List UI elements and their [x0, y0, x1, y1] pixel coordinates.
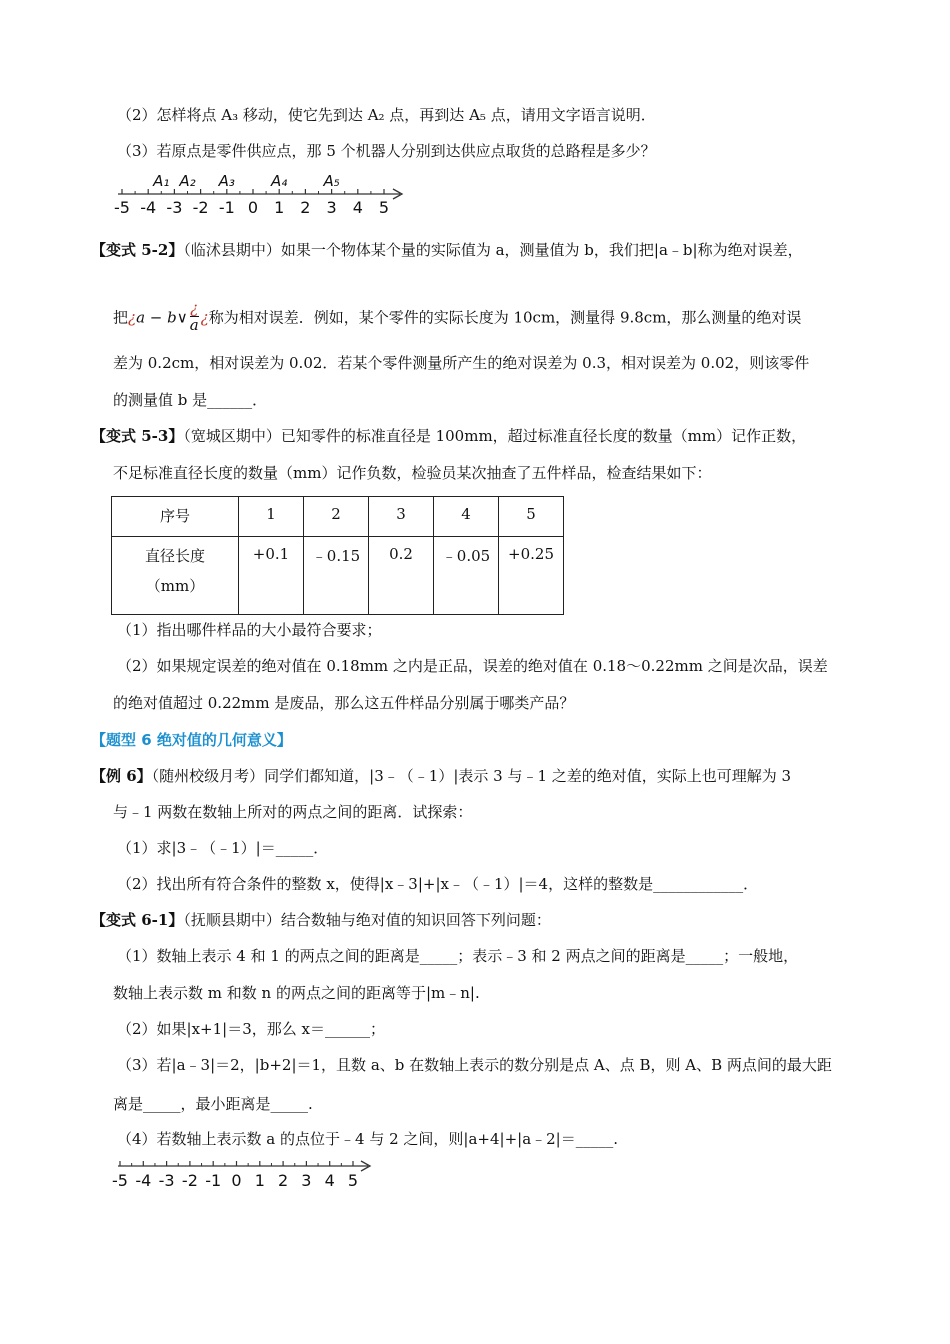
axis-point-label: A₃ [218, 172, 235, 190]
garbled-symbol: ¿ [200, 308, 209, 327]
table-row [112, 537, 564, 615]
fraction-denominator: a [189, 316, 199, 334]
fraction-numerator: ¿ [190, 299, 199, 317]
variant-6-1-q4: （4）若数轴上表示数 a 的点位于﹣4 与 2 之间，则|a+4|+|a﹣2|＝_____. [117, 1130, 619, 1148]
table-cell: 3 [369, 497, 434, 537]
text-part: 把 [113, 308, 129, 327]
axis-tick-label: 1 [254, 1171, 265, 1190]
table-cell: +0.1 [239, 537, 304, 615]
example-tag: 【例 6】 [91, 767, 152, 785]
table-cell: 5 [499, 497, 564, 537]
axis-tick-label: 1 [274, 198, 285, 217]
variant-5-2-line2 [113, 299, 802, 335]
garbled-symbol: ¿ [128, 308, 137, 327]
axis-tick-label: 4 [352, 198, 363, 217]
variant-6-1-q3b: 离是_____，最小距离是_____. [113, 1095, 313, 1113]
table-cell: 序号 [112, 497, 239, 537]
axis-point-label: A₂ [179, 172, 196, 190]
text-part: 称为相对误差．例如，某个零件的实际长度为 10cm，测量得 9.8cm，那么测量的绝对误 [208, 308, 802, 327]
variant-5-2-line3: 差为 0.2cm，相对误差为 0.02．若某个零件测量所产生的绝对误差为 0.3，相对误差为 0.02，则该零件 [113, 354, 810, 372]
example-6 [91, 766, 791, 786]
variant-5-3-q2b: 的绝对值超过 0.22mm 是废品，那么这五件样品分别属于哪类产品？ [113, 694, 575, 712]
table-cell: +0.25 [499, 537, 564, 615]
axis-tick-label: -4 [135, 1171, 152, 1190]
formula-part: a − b∨ [136, 308, 188, 327]
example-6-line2: 与﹣1 两数在数轴上所对的两点之间的距离．试探索： [113, 803, 473, 821]
axis-point-label: A₄ [271, 172, 288, 190]
axis-tick-label: -5 [114, 198, 130, 217]
variant-tag: 【变式 5-3】 [91, 427, 184, 445]
variant-tag: 【变式 5-2】 [91, 241, 184, 259]
variant-text: （临沭县期中）如果一个物体某个量的实际值为 a，测量值为 b，我们把|a﹣b|称为绝对误差， [183, 241, 803, 259]
table-cell: 4 [434, 497, 499, 537]
axis-point-label: A₁ [153, 172, 170, 190]
axis-tick-label: -3 [158, 1171, 175, 1190]
axis-tick-label: -5 [112, 1171, 128, 1190]
axis-tick-label: 0 [247, 198, 259, 217]
variant-5-3 [91, 426, 806, 446]
fraction [190, 300, 199, 333]
table-header-row [112, 497, 564, 537]
question-3-text: （3）若原点是零件供应点，那 5 个机器人分别到达供应点取货的总路程是多少？ [117, 142, 656, 160]
table-cell: 2 [304, 497, 369, 537]
example-6-q2: （2）找出所有符合条件的整数 x，使得|x﹣3|+|x﹣（﹣1）|＝4，这样的整数是____________． [117, 875, 759, 893]
axis-tick-label: -2 [192, 198, 209, 217]
variant-tag: 【变式 6-1】 [91, 911, 184, 929]
table-cell: 0.2 [369, 537, 434, 615]
axis-tick-label: -2 [181, 1171, 198, 1190]
variant-6-1-q1a: （1）数轴上表示 4 和 1 的两点之间的距离是_____；表示﹣3 和 2 两点之间的距离是_____；一般地， [117, 947, 799, 965]
table-cell: ﹣0.05 [434, 537, 499, 615]
axis-tick-label: -1 [218, 198, 235, 217]
variant-5-2 [91, 240, 803, 260]
axis-tick-label: 5 [347, 1171, 359, 1190]
variant-6-1-q1b: 数轴上表示数 m 和数 n 的两点之间的距离等于|m﹣n|. [113, 984, 480, 1002]
axis-tick-label: 5 [378, 198, 390, 217]
variant-6-1-q2: （2）如果|x+1|＝3，那么 x＝______； [117, 1020, 385, 1038]
axis-tick-label: 3 [301, 1171, 312, 1190]
variant-6-1 [91, 910, 551, 930]
variant-text: （宽城区期中）已知零件的标准直径是 100mm，超过标准直径长度的数量（mm）记作正数， [183, 427, 807, 445]
variant-5-3-q2a: （2）如果规定误差的绝对值在 0.18mm 之内是正品，误差的绝对值在 0.18～0.22mm 之间是次品，误差 [117, 657, 828, 675]
axis-tick-label: 3 [326, 198, 337, 217]
variant-text: （抚顺县期中）结合数轴与绝对值的知识回答下列问题： [183, 911, 551, 929]
variant-5-3-line2: 不足标准直径长度的数量（mm）记作负数，检验员某次抽查了五件样品，检查结果如下： [113, 464, 712, 482]
variant-6-1-q3a: （3）若|a﹣3|＝2，|b+2|＝1，且数 a、b 在数轴上表示的数分别是点 A、点 B，则 A、B 两点间的最大距 [117, 1056, 832, 1074]
axis-tick-label: -3 [166, 198, 183, 217]
number-line-1 [110, 170, 410, 220]
axis-point-label: A₅ [323, 172, 340, 190]
measurement-table [111, 496, 564, 615]
table-row-label: 直径长度 （mm） [112, 537, 239, 615]
number-line-2 [110, 1152, 380, 1192]
example-text: （随州校级月考）同学们都知道，|3﹣（﹣1）|表示 3 与﹣1 之差的绝对值，实际上也可理解为 3 [151, 767, 792, 785]
axis-tick-label: -1 [205, 1171, 222, 1190]
variant-5-2-line4: 的测量值 b 是______． [113, 391, 268, 409]
axis-tick-label: 2 [300, 198, 311, 217]
table-cell: 1 [239, 497, 304, 537]
example-6-q1: （1）求|3﹣（﹣1）|＝_____． [117, 839, 329, 857]
question-2-text: （2）怎样将点 A₃ 移动，使它先到达 A₂ 点，再到达 A₅ 点，请用文字语言说明． [117, 106, 656, 124]
axis-tick-label: -4 [140, 198, 157, 217]
axis-tick-label: 4 [324, 1171, 335, 1190]
axis-tick-label: 0 [231, 1171, 242, 1190]
table-cell: ﹣0.15 [304, 537, 369, 615]
axis-tick-label: 2 [278, 1171, 289, 1190]
variant-5-3-q1: （1）指出哪件样品的大小最符合要求； [117, 621, 382, 639]
section-heading: 【题型 6 绝对值的几何意义】 [91, 731, 292, 749]
